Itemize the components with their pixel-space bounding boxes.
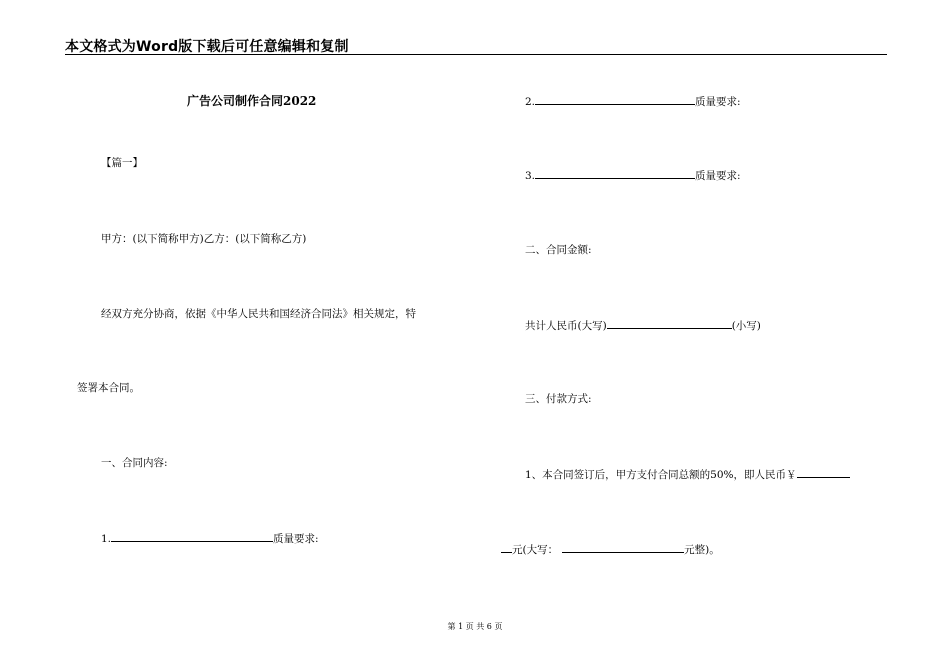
heading-contract-content: 一、合同内容: [101, 457, 168, 469]
item-3-quality-label: 质量要求: [695, 170, 741, 182]
item-1-prefix: 1. [101, 533, 112, 545]
intro-paragraph-line2: 签署本合同。 [77, 382, 140, 394]
payment-prefix-blank [501, 542, 512, 553]
intro-paragraph-line1: 经双方充分协商，依据《中华人民共和国经济合同法》相关规定，特 [101, 308, 416, 320]
section-label: 【篇一】 [101, 157, 143, 169]
item-1-quality-label: 质量要求: [273, 533, 319, 545]
item-1-line [101, 531, 319, 546]
item-1-blank [111, 531, 273, 542]
parties-line: 甲方：(以下简称甲方)乙方：(以下简称乙方) [101, 233, 307, 245]
payment-uppercase-label: 元(大写： [512, 544, 559, 556]
total-amount-lowercase-label: (小写) [731, 320, 761, 332]
payment-clause-line1 [525, 467, 850, 482]
total-amount-blank [607, 318, 732, 329]
payment-uppercase-blank [562, 542, 684, 553]
payment-clause-line2 [501, 542, 720, 557]
page-footer: 第 1 页 共 6 页 [447, 622, 503, 631]
total-amount-uppercase-label: 共计人民币(大写) [525, 320, 607, 332]
total-amount-line [525, 318, 761, 333]
item-3-line [525, 168, 741, 183]
heading-contract-amount: 二、合同金额: [525, 244, 592, 256]
item-2-line [525, 94, 741, 109]
payment-amount-blank [797, 467, 850, 478]
item-2-prefix: 2. [525, 96, 536, 108]
item-2-quality-label: 质量要求: [695, 96, 741, 108]
item-2-blank [535, 94, 695, 105]
item-3-prefix: 3. [525, 170, 536, 182]
heading-payment-method: 三、付款方式: [525, 393, 592, 405]
item-3-blank [535, 168, 695, 179]
header-divider [65, 54, 887, 55]
document-header-banner: 本文格式为Word版下载后可任意编辑和复制 [65, 39, 349, 55]
payment-yuan-label: 元整)。 [684, 544, 720, 556]
document-title: 广告公司制作合同2022 [187, 94, 317, 108]
payment-clause-text: 1、本合同签订后，甲方支付合同总额的50%，即人民币￥ [525, 469, 797, 481]
